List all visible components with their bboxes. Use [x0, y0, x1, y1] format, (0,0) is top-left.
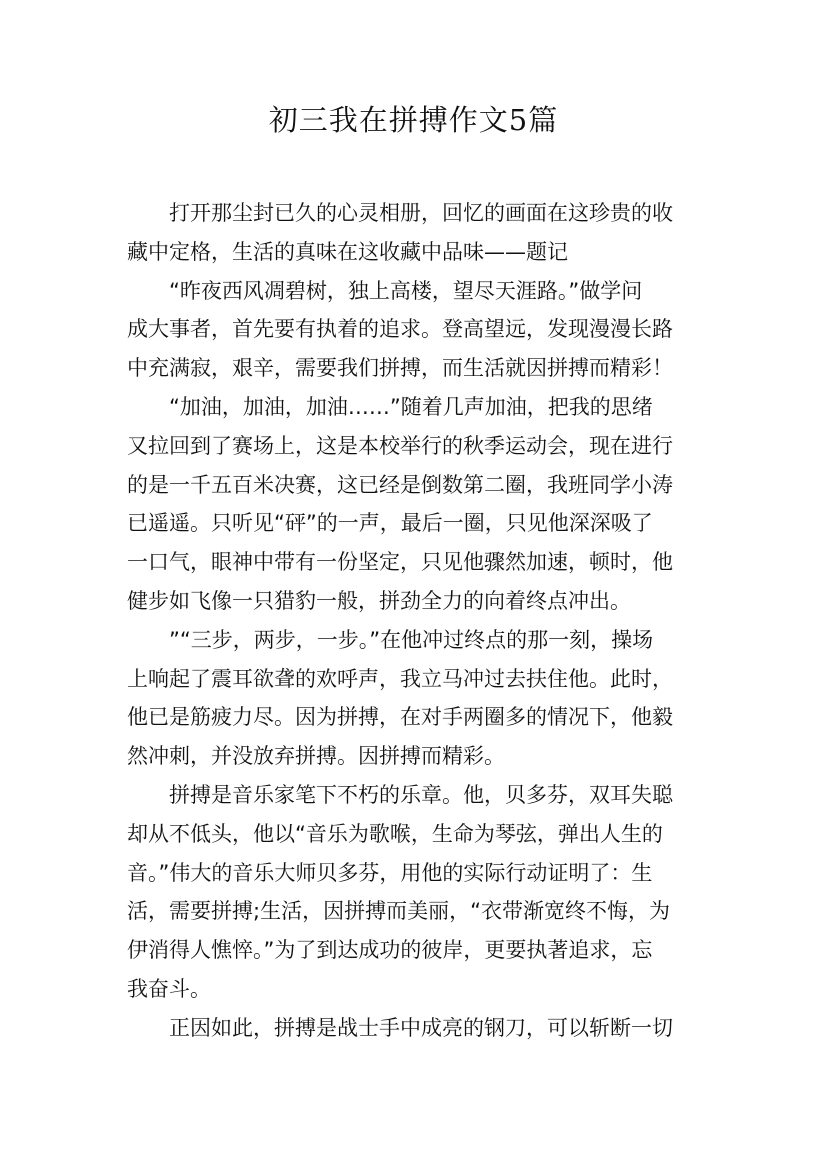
text-line: 中充满寂，艰辛，需要我们拼搏，而生活就因拼搏而精彩！ [127, 356, 673, 381]
paragraph [127, 1009, 727, 1048]
text-line: 一口气，眼神中带有一份坚定，只见他骤然加速，顿时，他 [127, 550, 673, 575]
document-body [127, 194, 727, 1048]
text-line: 我奋斗。 [127, 976, 211, 1001]
text-line: ”“三步，两步，一步。”在他冲过终点的那一刻，操场 [169, 627, 654, 652]
text-line: 活，需要拼搏;生活，因拼搏而美丽，“衣带渐宽终不悔，为 [127, 899, 670, 924]
text-line: “昨夜西风凋碧树，独上高楼，望尽天涯路。”做学问 [169, 278, 643, 303]
paragraph [127, 776, 727, 1009]
text-line: 拼搏是音乐家笔下不朽的乐章。他，贝多芬，双耳失聪 [169, 782, 673, 807]
text-line: 已遥遥。只听见“砰”的一声，最后一圈，只见他深深吸了 [127, 511, 653, 536]
text-line: 健步如飞像一只猎豹一般，拼劲全力的向着终点冲出。 [127, 588, 631, 613]
paragraph [127, 194, 727, 272]
paragraph [127, 272, 727, 388]
text-line: 上响起了震耳欲聋的欢呼声，我立马冲过去扶住他。此时， [127, 666, 673, 691]
text-line: 音。”伟大的音乐大师贝多芬，用他的实际行动证明了：生 [127, 860, 653, 885]
text-line: 打开那尘封已久的心灵相册，回忆的画面在这珍贵的收 [169, 201, 673, 225]
text-line: 然冲刺，并没放弃拼搏。因拼搏而精彩。 [127, 744, 505, 769]
paragraph [127, 621, 727, 776]
text-line: 他已是筋疲力尽。因为拼搏，在对手两圈多的情况下，他毅 [127, 705, 673, 730]
text-line: 藏中定格，生活的真味在这收藏中品味——题记 [127, 239, 568, 264]
text-line: 又拉回到了赛场上，这是本校举行的秋季运动会，现在进行 [127, 433, 673, 458]
text-line: 正因如此，拼搏是战士手中成亮的钢刀，可以斩断一切 [169, 1015, 673, 1040]
text-line: 成大事者，首先要有执着的追求。登高望远，发现漫漫长路 [127, 317, 673, 342]
text-line: 的是一千五百米决赛，这已经是倒数第二圈，我班同学小涛 [127, 472, 673, 497]
document-title: 初三我在拼搏作文5篇 [268, 103, 559, 137]
text-line: 却从不低头，他以“音乐为歌喉，生命为琴弦，弹出人生的 [127, 821, 663, 846]
paragraph [127, 388, 727, 621]
text-line: 伊消得人憔悴。”为了到达成功的彼岸，更要执著追求，忘 [127, 938, 653, 963]
text-line: “加油，加油，加油……”随着几声加油，把我的思绪 [169, 394, 653, 419]
